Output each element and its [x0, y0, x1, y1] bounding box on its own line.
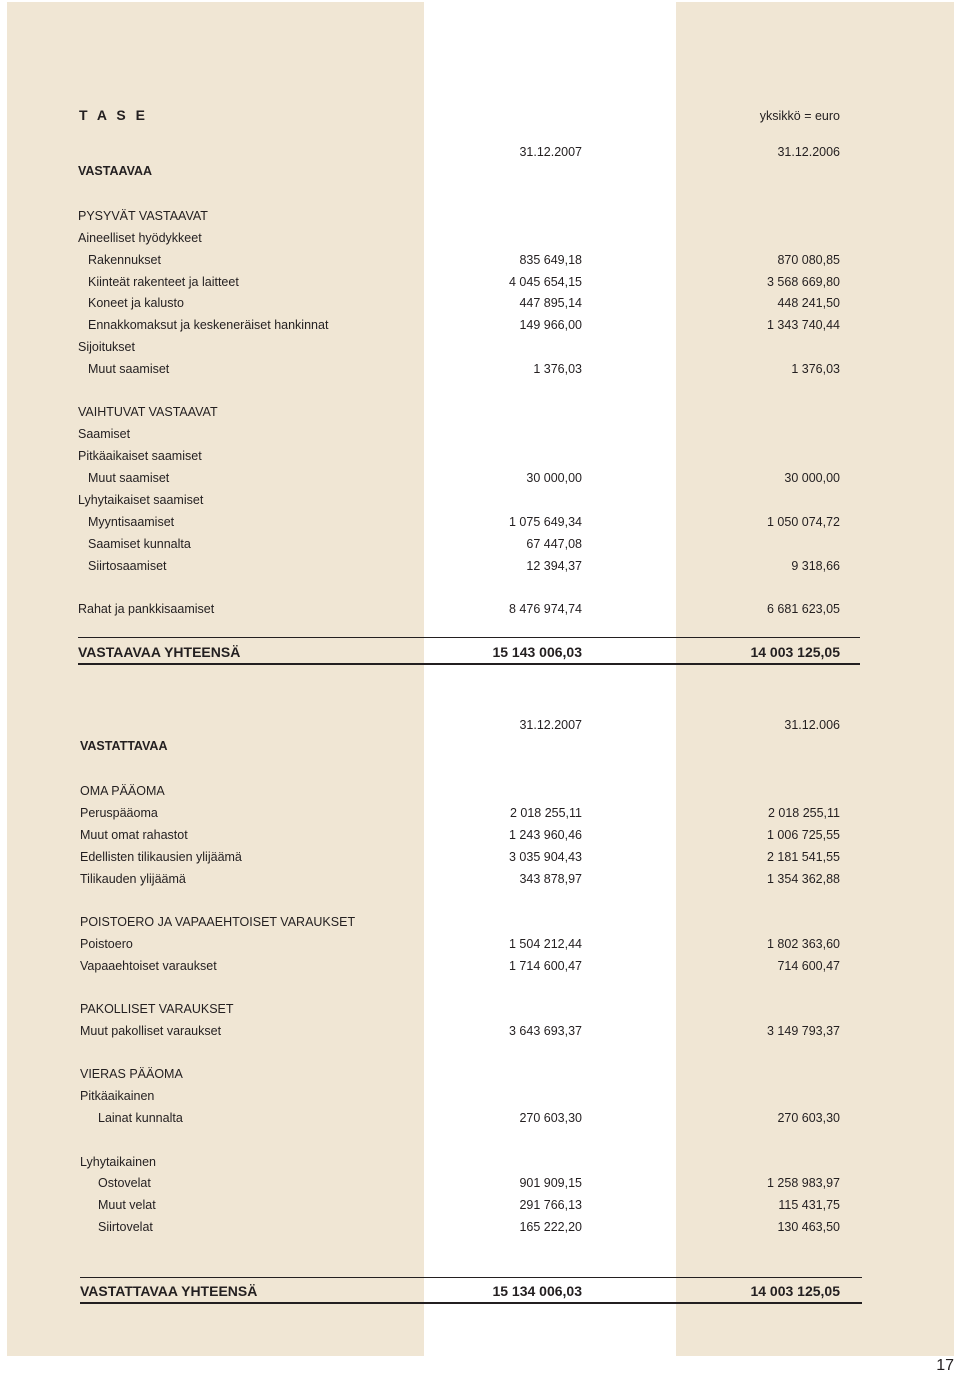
background-band-left [7, 2, 424, 1356]
value-2006: 1 050 074,72 [767, 515, 840, 529]
row-label: Koneet ja kalusto [88, 296, 184, 310]
value-2007: 343 878,97 [519, 872, 582, 886]
row-label: Ennakkomaksut ja keskeneräiset hankinnat [88, 318, 329, 332]
value-2007: 1 376,03 [533, 362, 582, 376]
debt-heading: VIERAS PÄÄOMA [80, 1067, 183, 1081]
value-2007: 447 895,14 [519, 296, 582, 310]
value-2006: 30 000,00 [784, 471, 840, 485]
investments-heading: Sijoitukset [78, 340, 135, 354]
row-label: Siirtovelat [98, 1220, 153, 1234]
reserves-heading: POISTOERO JA VAPAAEHTOISET VARAUKSET [80, 915, 356, 929]
value-2007: 3 035 904,43 [509, 850, 582, 864]
receivables-heading: Saamiset [78, 427, 131, 441]
value-2006: 1 802 363,60 [767, 937, 840, 951]
value-2007: 1 504 212,44 [509, 937, 582, 951]
row-label: Muut omat rahastot [80, 828, 188, 842]
value-2006: 1 376,03 [791, 362, 840, 376]
row-label: Muut velat [98, 1198, 156, 1212]
page-number: 17 [936, 1357, 954, 1374]
current-assets-heading: VAIHTUVAT VASTAAVAT [78, 405, 218, 419]
value-2007: 149 966,00 [519, 318, 582, 332]
assets-total-2006: 14 003 125,05 [750, 644, 840, 660]
row-label: Myyntisaamiset [88, 515, 175, 529]
value-2006: 870 080,85 [777, 253, 840, 267]
liabilities-total-label: VASTATTAVAA YHTEENSÄ [80, 1283, 258, 1299]
value-2006: 1 258 983,97 [767, 1176, 840, 1190]
value-2006: 3 149 793,37 [767, 1024, 840, 1038]
assets-col-2006: 31.12.2006 [777, 145, 840, 159]
value-2007: 1 243 960,46 [509, 828, 582, 842]
value-2006: 1 354 362,88 [767, 872, 840, 886]
liabilities-col-2007: 31.12.2007 [519, 718, 582, 732]
row-label: Siirtosaamiset [88, 559, 167, 573]
longterm-receivables-heading: Pitkäaikaiset saamiset [78, 449, 202, 463]
value-2007: 8 476 974,74 [509, 602, 582, 616]
value-2007: 291 766,13 [519, 1198, 582, 1212]
row-label: Kiinteät rakenteet ja laitteet [88, 275, 239, 289]
value-2006: 3 568 669,80 [767, 275, 840, 289]
value-2006: 448 241,50 [777, 296, 840, 310]
value-2006: 2 018 255,11 [767, 806, 840, 820]
unit-note: yksikkö = euro [759, 109, 840, 123]
longterm-debt-heading: Pitkäaikainen [80, 1089, 155, 1103]
value-2006: 6 681 623,05 [767, 602, 840, 616]
value-2007: 2 018 255,11 [509, 806, 582, 820]
row-label: Ostovelat [98, 1176, 151, 1190]
value-2007: 835 649,18 [519, 253, 582, 267]
row-label: Muut pakolliset varaukset [80, 1024, 222, 1038]
liabilities-heading: VASTATTAVAA [80, 739, 168, 753]
liabilities-total-bottom-rule [80, 1302, 862, 1304]
row-label: Vapaaehtoiset varaukset [80, 959, 217, 973]
value-2006: 9 318,66 [791, 559, 840, 573]
shortterm-receivables-heading: Lyhytaikaiset saamiset [78, 493, 204, 507]
row-label: Peruspääoma [80, 806, 158, 820]
assets-total-2007: 15 143 006,03 [492, 644, 582, 660]
tangible-heading: Aineelliset hyödykkeet [78, 231, 202, 245]
row-label: Tilikauden ylijäämä [80, 872, 186, 886]
fixed-assets-heading: PYSYVÄT VASTAAVAT [78, 209, 208, 223]
row-label: Poistoero [80, 937, 133, 951]
background-band-right [676, 2, 954, 1356]
value-2007: 12 394,37 [526, 559, 582, 573]
value-2007: 901 909,15 [519, 1176, 582, 1190]
row-label: Lainat kunnalta [98, 1111, 183, 1125]
row-label: Rakennukset [88, 253, 161, 267]
value-2007: 3 643 693,37 [509, 1024, 582, 1038]
assets-total-bottom-rule [78, 663, 860, 665]
liabilities-total-top-rule [80, 1277, 862, 1278]
assets-col-2007: 31.12.2007 [519, 145, 582, 159]
equity-heading: OMA PÄÄOMA [80, 784, 165, 798]
assets-total-label: VASTAAVAA YHTEENSÄ [78, 644, 241, 660]
cash-label: Rahat ja pankkisaamiset [78, 602, 215, 616]
value-2007: 165 222,20 [519, 1220, 582, 1234]
assets-total-top-rule [78, 637, 860, 638]
liabilities-total-2006: 14 003 125,05 [750, 1283, 840, 1299]
page-title: T A S E [79, 107, 148, 123]
value-2007: 67 447,08 [526, 537, 582, 551]
value-2007: 30 000,00 [526, 471, 582, 485]
row-label: Edellisten tilikausien ylijäämä [80, 850, 242, 864]
value-2006: 1 343 740,44 [767, 318, 840, 332]
row-label: Muut saamiset [88, 471, 170, 485]
assets-heading: VASTAAVAA [78, 164, 153, 178]
provisions-heading: PAKOLLISET VARAUKSET [80, 1002, 234, 1016]
value-2006: 270 603,30 [777, 1111, 840, 1125]
value-2006: 130 463,50 [777, 1220, 840, 1234]
row-label: Muut saamiset [88, 362, 170, 376]
value-2007: 1 075 649,34 [509, 515, 582, 529]
liabilities-total-2007: 15 134 006,03 [492, 1283, 582, 1299]
value-2006: 714 600,47 [777, 959, 840, 973]
value-2006: 1 006 725,55 [767, 828, 840, 842]
row-label: Saamiset kunnalta [88, 537, 191, 551]
value-2006: 2 181 541,55 [767, 850, 840, 864]
value-2007: 270 603,30 [519, 1111, 582, 1125]
liabilities-col-2006: 31.12.006 [784, 718, 840, 732]
value-2007: 1 714 600,47 [509, 959, 582, 973]
value-2007: 4 045 654,15 [509, 275, 582, 289]
shortterm-debt-heading: Lyhytaikainen [80, 1155, 156, 1169]
value-2006: 115 431,75 [778, 1198, 840, 1212]
